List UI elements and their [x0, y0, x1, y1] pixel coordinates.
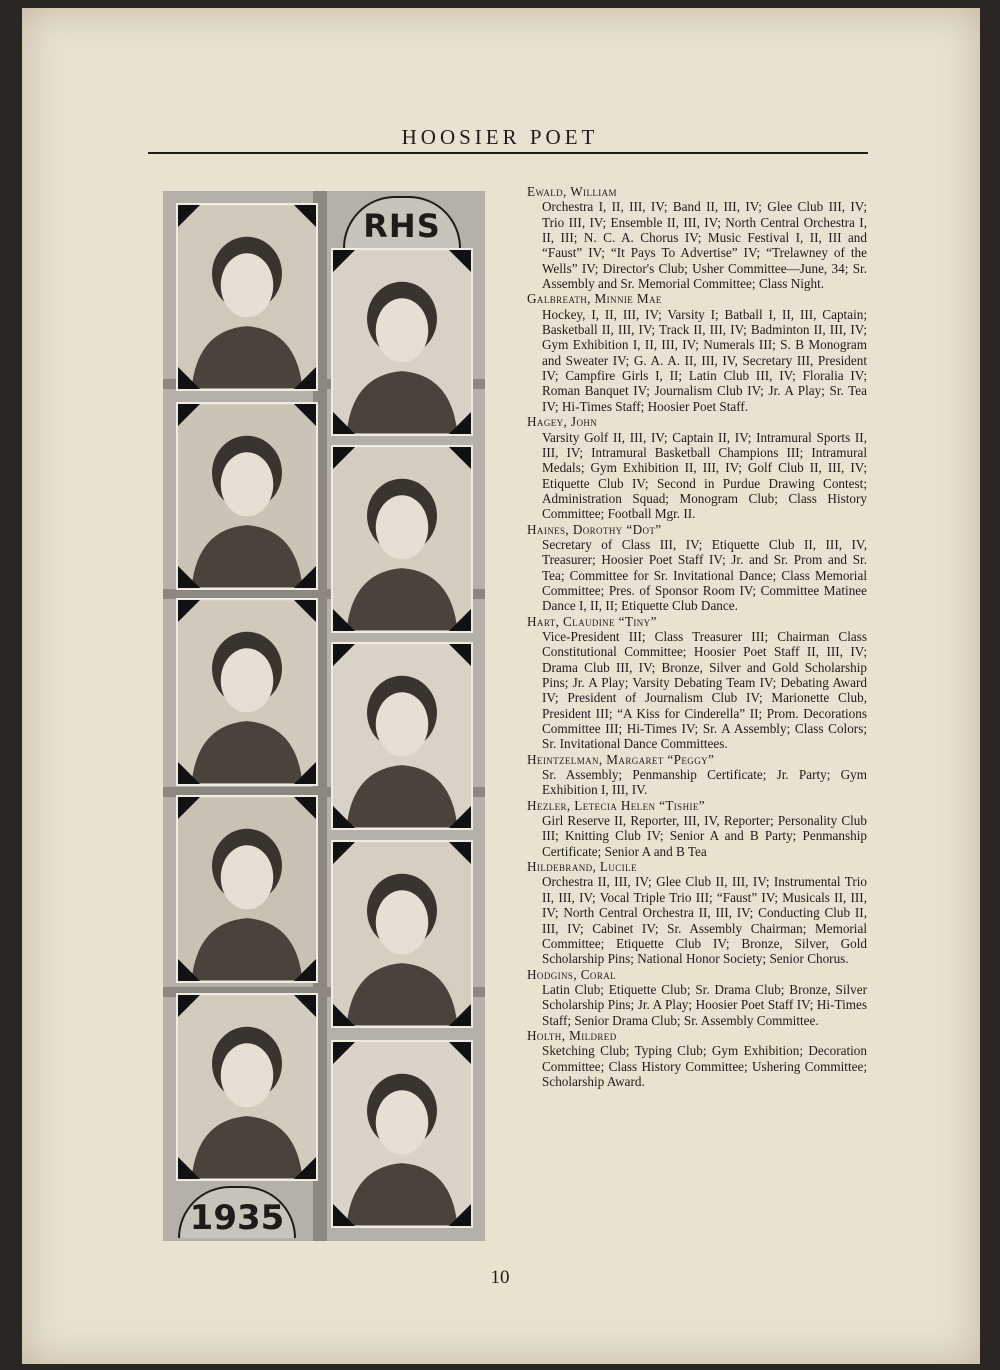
senior-name: Holth, Mildred — [527, 1027, 617, 1043]
senior-entry — [527, 614, 867, 752]
senior-activities: Sr. Assembly; Penmanship Certificate; Jr. Party; Gym Exhibition I, III, IV. — [542, 767, 867, 798]
header-rule — [148, 152, 868, 154]
frame-corner — [294, 995, 316, 1017]
senior-activities: Sketching Club; Typing Club; Gym Exhibition; Decoration Committee; Class History Committee; Ushering Committee; Scholarship Award. — [542, 1043, 867, 1089]
frame-corner — [449, 842, 471, 864]
frame-corner — [449, 1042, 471, 1064]
portrait-silhouette — [333, 250, 471, 434]
frame-corner — [449, 250, 471, 272]
frame-corner — [294, 600, 316, 622]
senior-name: Hezler, Letecia Helen “Tishie” — [527, 797, 706, 813]
portrait-silhouette — [178, 995, 316, 1179]
frame-corner — [449, 1204, 471, 1226]
frame-corner — [449, 1004, 471, 1026]
senior-activities: Secretary of Class III, IV; Etiquette Club II, III, IV, Treasurer; Hoosier Poet Staff IV; Jr. and Sr. Prom and Sr. Tea; Committee for Sr. Invitational Dance; Class Memorial Committee; Pres. of Sponsor Room IV; Committee Matinee Dance I, II, II; Etiquette Club Dance. — [542, 536, 867, 614]
portrait-silhouette — [178, 404, 316, 588]
portrait-young-man — [176, 402, 318, 590]
frame-corner — [333, 412, 355, 434]
portrait-silhouette — [333, 644, 471, 828]
frame-corner — [178, 797, 200, 819]
portrait-young-woman-1 — [331, 248, 473, 436]
senior-activities: Girl Reserve II, Reporter, III, IV, Reporter; Personality Club III; Knitting Club IV; Senior A and B Party; Penmanship Certificate; Senior A and B Tea — [542, 813, 867, 859]
frame-corner — [294, 566, 316, 588]
frame-corner — [333, 250, 355, 272]
frame-corner — [333, 447, 355, 469]
frame-corner — [449, 412, 471, 434]
senior-entry — [527, 522, 867, 614]
page-number: 10 — [490, 1267, 510, 1288]
frame-corner — [294, 205, 316, 227]
frame-corner — [294, 762, 316, 784]
senior-activities: Varsity Golf II, III, IV; Captain II, IV; Intramural Sports II, III, IV; Intramural Basketball Champions III; Intramural Medals; Gym Exhibition II, III, IV; Golf Club II, III, IV; Etiquette Club IV; Second in Purdue Drawing Contest; Administration Squad; Monogram Club; Class History Committee; Football Mgr. II. — [542, 429, 867, 522]
senior-entry — [527, 859, 867, 966]
portrait-young-woman-6 — [176, 993, 318, 1181]
frame-corner — [178, 404, 200, 426]
frame-corner — [178, 995, 200, 1017]
portrait-young-woman-3 — [176, 598, 318, 786]
senior-name: Galbreath, Minnie Mae — [527, 291, 662, 307]
portrait-young-woman-2 — [331, 445, 473, 633]
portrait-young-woman-profile — [331, 840, 473, 1028]
senior-entry — [527, 291, 867, 414]
senior-entry — [527, 967, 867, 1028]
senior-activities: Vice-President III; Class Treasurer III; Chairman Class Constitutional Committee; Hoosier Poet Staff II, III, IV; Drama Club III, IV; Bronze, Silver and Gold Scholarship Pins; Jr. A Play; Varsity Debating Team IV; Debating Award IV; President of Journalism Club IV; Marionette Club, President III; “A Kiss for Cinderella” II; Prom. Decorations Committee III; Hi-Times IV; Sr. A Assembly; Class Colors; Sr. Invitational Dance Committees. — [542, 628, 867, 752]
portrait-young-woman-4 — [331, 642, 473, 830]
portrait-young-woman-7 — [331, 1040, 473, 1228]
senior-activities: Orchestra I, II, III, IV; Band II, III, IV; Glee Club III, IV; Trio III, IV; Ensemble II, III, IV; North Central Orchestra I, II, III; N. C. A. Chorus IV; Music Festival I, II, III and “Faust” IV; “It Pays To Advertise” IV; “Trelawney of the Wells” IV; Director's Club; Usher Committee—June, 34; Sr. Assembly and Sr. Memorial Committee; Class Night. — [542, 199, 867, 292]
portrait-silhouette — [178, 797, 316, 981]
senior-activities: Orchestra II, III, IV; Glee Club II, III, IV; Instrumental Trio II, III, IV; Vocal Triple Trio III; “Faust” IV; Musicals II, III, IV; North Central Orchestra II, III, IV; Conducting Club II, III, IV; Cabinet IV; Sr. Assembly Chairman; Memorial Committee; Etiquette Club IV; Bronze, Silver, Gold Scholarship Pins; National Honor Society; Senior Chorus. — [542, 874, 867, 967]
year-emblem: 1935 — [178, 1186, 296, 1238]
senior-entry — [527, 414, 867, 521]
frame-corner — [178, 1157, 200, 1179]
frame-corner — [333, 842, 355, 864]
page-title: HOOSIER POET — [401, 125, 599, 149]
frame-corner — [333, 1204, 355, 1226]
frame-corner — [178, 566, 200, 588]
frame-corner — [178, 959, 200, 981]
senior-name: Hart, Claudine “Tiny” — [527, 613, 657, 629]
frame-corner — [449, 447, 471, 469]
senior-entry — [527, 798, 867, 859]
senior-name: Hodgins, Coral — [527, 966, 617, 982]
portrait-man-glasses — [176, 203, 318, 391]
frame-corner — [449, 609, 471, 631]
portrait-silhouette — [333, 1042, 471, 1226]
senior-name: Heintzelman, Margaret “Peggy” — [527, 751, 715, 767]
senior-entry — [527, 1028, 867, 1089]
senior-activities: Hockey, I, II, III, IV; Varsity I; Batball I, II, III, Captain; Basketball II, III, IV; Track II, III, IV; Badminton II, III, IV; Gym Exhibition I, II, III, IV; Numerals III; S. B Monogram and Sweater IV; G. A. A. II, III, IV, Secretary III, President IV; Campfire Girls I, II; Latin Club III, IV; Floralia IV; Roman Banquet IV; Journalism Club IV; Jr. A Play; Sr. Tea IV; Hi-Times Staff; Hoosier Poet Staff. — [542, 306, 867, 414]
frame-corner — [294, 797, 316, 819]
frame-corner — [178, 367, 200, 389]
senior-name: Hildebrand, Lucile — [527, 859, 637, 875]
frame-corner — [294, 367, 316, 389]
biography-column — [527, 184, 867, 1089]
frame-corner — [333, 806, 355, 828]
frame-corner — [333, 609, 355, 631]
portrait-silhouette — [333, 447, 471, 631]
frame-corner — [178, 762, 200, 784]
senior-name: Hagey, John — [527, 414, 598, 430]
portrait-silhouette — [333, 842, 471, 1026]
portrait-young-woman-5 — [176, 795, 318, 983]
frame-corner — [294, 959, 316, 981]
frame-corner — [333, 644, 355, 666]
senior-entry — [527, 752, 867, 798]
frame-corner — [294, 1157, 316, 1179]
portrait-silhouette — [178, 205, 316, 389]
frame-corner — [178, 600, 200, 622]
frame-corner — [449, 644, 471, 666]
frame-corner — [333, 1042, 355, 1064]
frame-corner — [333, 1004, 355, 1026]
senior-name: Haines, Dorothy “Dot” — [527, 521, 662, 537]
senior-name: Ewald, William — [527, 184, 617, 199]
frame-corner — [178, 205, 200, 227]
rhs-emblem: RHS — [343, 196, 461, 248]
senior-activities: Latin Club; Etiquette Club; Sr. Drama Club; Bronze, Silver Scholarship Pins; Jr. A Play; Hoosier Poet Staff IV; Hi-Times Staff; Senior Drama Club; Sr. Assembly Committee. — [542, 981, 867, 1028]
portrait-silhouette — [178, 600, 316, 784]
senior-entry — [527, 184, 867, 291]
frame-corner — [294, 404, 316, 426]
frame-corner — [449, 806, 471, 828]
